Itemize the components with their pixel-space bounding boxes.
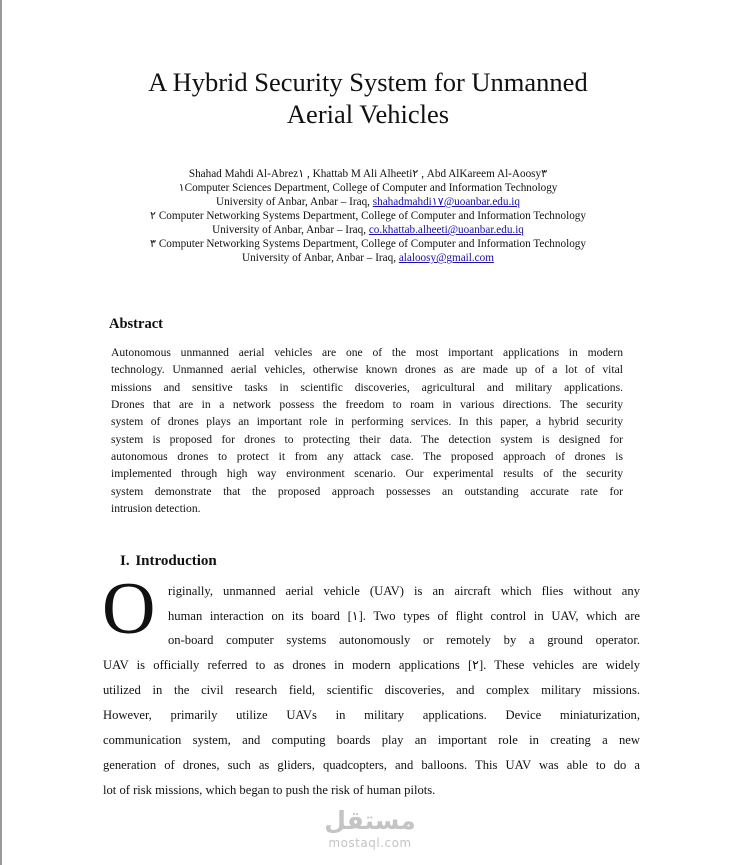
title-line-1: A Hybrid Security System for Unmanned	[148, 67, 588, 97]
title-line-2: Aerial Vehicles	[286, 99, 450, 129]
affiliation-2-univ-text: University of Anbar, Anbar – Iraq,	[212, 224, 369, 236]
drop-cap: O	[102, 568, 156, 650]
email-link-1[interactable]: shahadmahdi١٧@uoanbar.edu.iq	[372, 196, 520, 208]
body-line: human interaction on its board [١]. Two types of flight control in UAV, which are	[168, 609, 640, 623]
abstract-line: Autonomous unmanned aerial vehicles are one of the most important applications in modern	[111, 346, 623, 359]
abstract-line: system is proposed for drones to protecting their data. The detection system is designed for	[111, 433, 623, 446]
abstract-line: autonomous drones to protect it from any attack case. The proposed approach of drones is	[111, 450, 623, 463]
body-line: UAV is officially referred to as drones in modern applications [٢]. These vehicles are widely	[103, 658, 640, 672]
affiliation-3-univ-text: University of Anbar, Anbar – Iraq,	[242, 252, 399, 264]
affiliation-1-univ	[0, 195, 736, 209]
body-line: generation of drones, such as gliders, quadcopters, and balloons. This UAV was able to do a	[103, 758, 640, 772]
email-link-2[interactable]: co.khattab.alheeti@uoanbar.edu.iq	[368, 224, 524, 236]
mostaql-watermark	[322, 806, 418, 850]
email-link-3[interactable]: alaloosy@gmail.com	[398, 252, 494, 264]
affiliation-1-univ-text: University of Anbar, Anbar – Iraq,	[216, 196, 373, 208]
affiliation-3-univ	[0, 251, 736, 265]
watermark-arabic: مستقل	[324, 806, 416, 835]
abstract-line: Drones that are in a network possess the freedom to roam in various directions. The security	[111, 398, 623, 411]
abstract-line: system demonstrate that the proposed approach possesses an outstanding accurate rate for	[111, 485, 623, 498]
watermark-latin: mostaql.com	[328, 836, 412, 850]
author-list: Shahad Mahdi Al-Abrez١ , Khattab M Ali Alheeti٢ , Abd AlKareem Al-Aoosy٣	[188, 168, 548, 180]
affiliation-3-dept: ٣ Computer Networking Systems Department, College of Computer and Information Technology	[150, 238, 586, 250]
abstract-heading: Abstract	[109, 316, 163, 332]
body-line: on-board computer systems autonomously or remotely by a ground operator.	[168, 633, 640, 647]
affiliation-1-dept: ١Computer Sciences Department, College of Computer and Information Technology	[178, 182, 558, 194]
abstract-line: technology. Unmanned aerial vehicles, otherwise known drones as are made up of a lot of vital	[111, 363, 623, 376]
abstract-line: missions and sensitive tasks in scientific discoveries, agricultural and military applications.	[111, 381, 623, 394]
paper-title	[0, 66, 736, 130]
affiliation-2-univ	[0, 223, 736, 237]
abstract-line: intrusion detection.	[111, 502, 201, 515]
affiliation-2-dept: ٢ Computer Networking Systems Department, College of Computer and Information Technology	[150, 210, 586, 222]
abstract-line: system of drones plays an important role in performing services. In this paper, a hybrid security	[111, 415, 623, 428]
body-line: riginally, unmanned aerial vehicle (UAV) is an aircraft which flies without any	[168, 584, 640, 598]
body-line: However, primarily utilize UAVs in military applications. Device miniaturization,	[103, 708, 640, 722]
abstract-line: implemented through high way environment scenario. Our experimental results of the security	[111, 467, 623, 480]
section-heading-introduction: I. Introduction	[120, 553, 217, 569]
body-line: lot of risk missions, which began to push the risk of human pilots.	[103, 783, 436, 797]
body-line: utilized in the civil research field, scientific discoveries, and complex military missions.	[103, 683, 640, 697]
body-line: communication system, and computing boards play an important role in creating a new	[103, 733, 640, 747]
